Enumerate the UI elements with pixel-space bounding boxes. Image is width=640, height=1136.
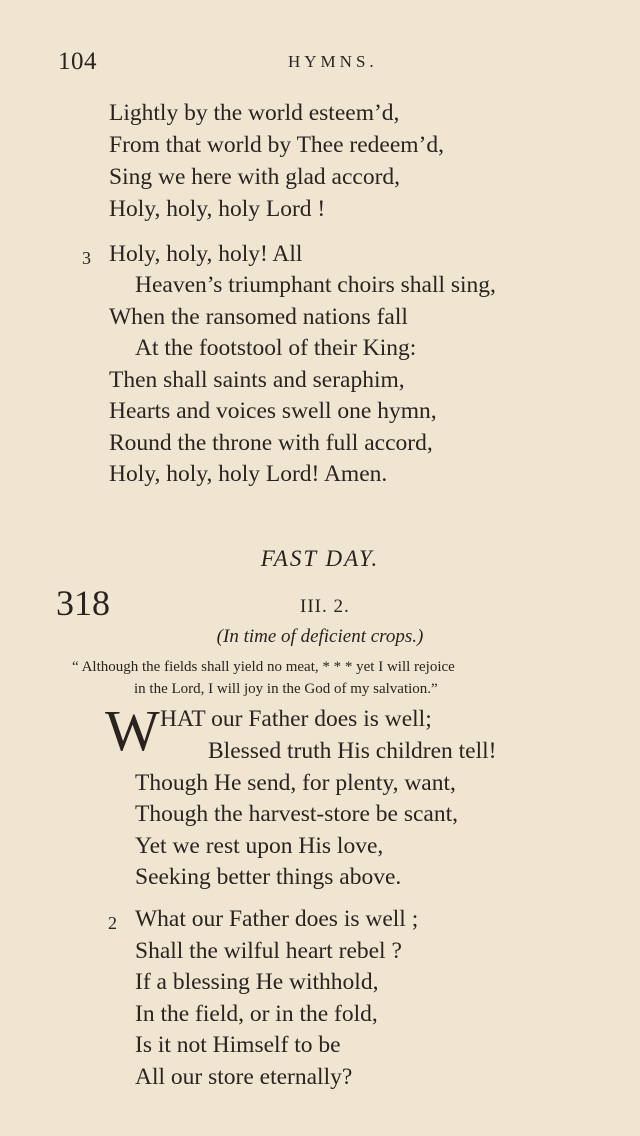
verse-line: Seeking better things above. [135,864,402,890]
drop-cap: W [105,698,160,763]
verse-line: Blessed truth His children tell! [208,738,497,764]
verse-line: Though the harvest-store be scant, [135,801,459,827]
hymn-occasion: (In time of deficient crops.) [216,626,424,647]
stanza-number: 2 [108,913,117,933]
hymn-number: 318 [56,583,110,623]
verse-line: Holy, holy, holy Lord ! [109,196,326,222]
verse-line: Holy, holy, holy! All [109,241,303,267]
verse-line: At the footstool of their King: [135,335,417,361]
verse-line: Is it not Himself to be [135,1032,341,1058]
verse-line: Then shall saints and seraphim, [109,367,405,393]
running-head: HYMNS. [288,52,378,71]
verse-line: Sing we here with glad accord, [109,164,401,190]
verse-line: Holy, holy, holy Lord! Amen. [109,461,388,487]
verse-line: Round the throne with full accord, [109,430,433,456]
verse-line: Yet we rest upon His love, [135,833,384,859]
epigraph-line: in the Lord, I will joy in the God of my salvation.” [134,681,438,697]
verse-line: In the field, or in the fold, [135,1001,378,1027]
verse-line: From that world by Thee redeem’d, [109,132,445,158]
verse-line: If a blessing He withhold, [135,969,379,995]
verse-line: HAT our Father does is well; [160,706,432,732]
epigraph-line: “ Although the fields shall yield no meat, * * * yet I will rejoice [72,659,455,675]
verse-line: Shall the wilful heart rebel ? [135,938,402,964]
verse-line: Heaven’s triumphant choirs shall sing, [135,272,496,298]
verse-line: Hearts and voices swell one hymn, [109,398,437,424]
verse-line: Though He send, for plenty, want, [135,770,456,796]
hymn-meter: III. 2. [300,596,350,617]
stanza-number: 3 [82,248,91,268]
page-number: 104 [58,48,97,75]
verse-line: Lightly by the world esteem’d, [109,100,400,126]
page-header [58,48,598,78]
verse-line: What our Father does is well ; [135,906,419,932]
section-title: FAST DAY. [260,546,380,571]
verse-line: When the ransomed nations fall [109,304,408,330]
verse-line: All our store eternally? [135,1064,353,1090]
